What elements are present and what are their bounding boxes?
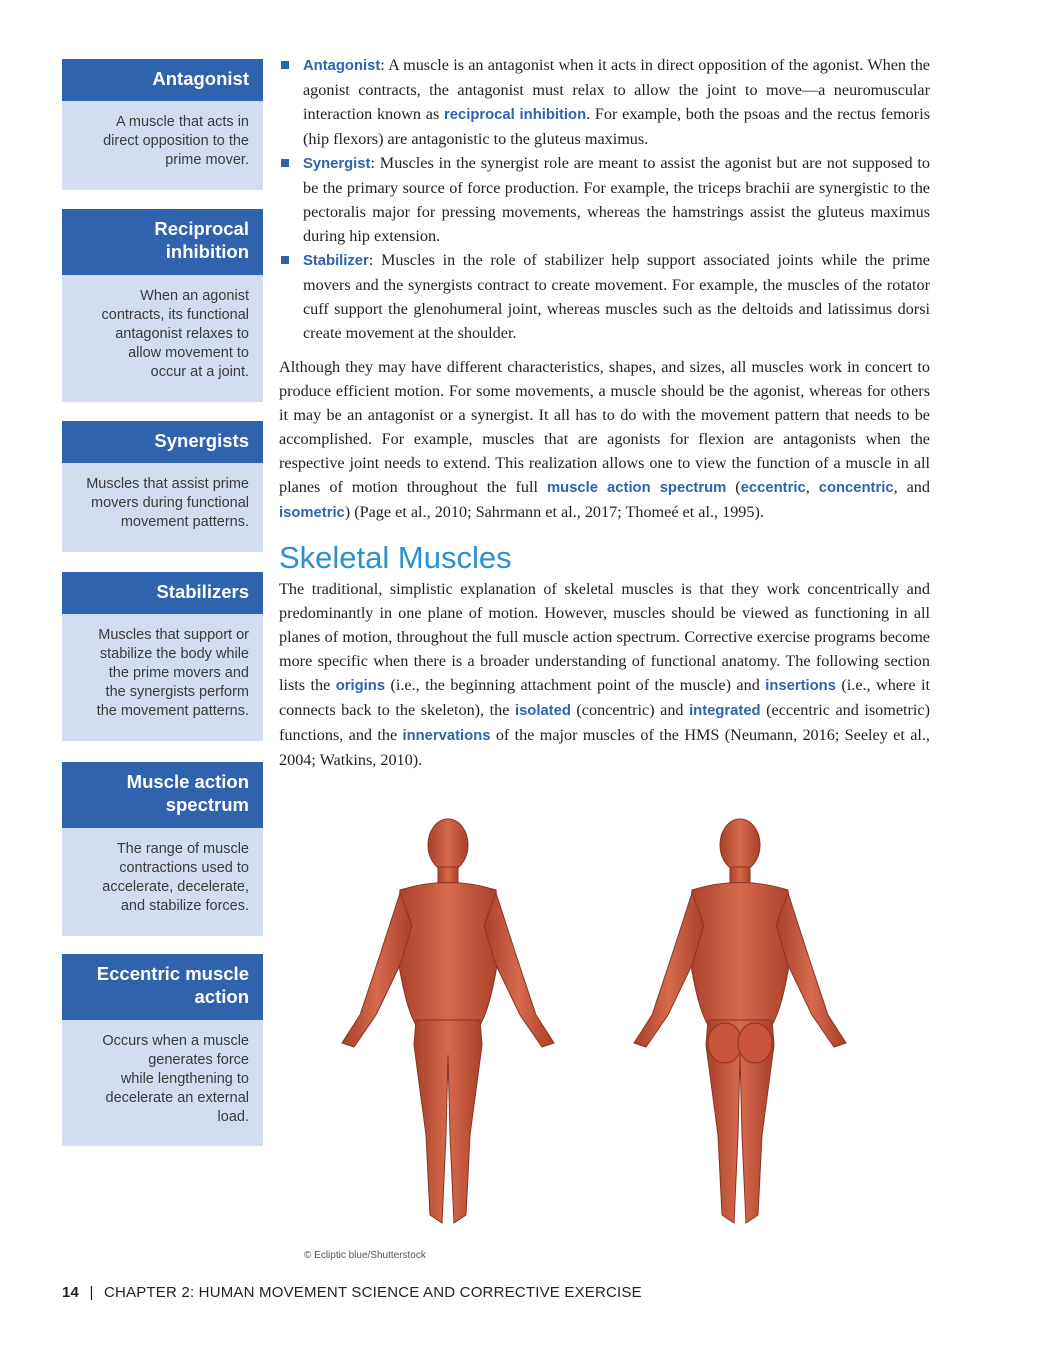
glossary-term — [62, 209, 263, 275]
definition-line: movers during functional — [91, 495, 249, 511]
definition-line: prime mover. — [165, 152, 249, 168]
key-term: Stabilizer — [303, 253, 369, 269]
glossary-box-antagonist — [62, 59, 263, 190]
definition-line: allow movement to — [128, 345, 249, 361]
definition-line: the prime movers and — [108, 665, 249, 681]
key-term: Antagonist — [303, 58, 381, 74]
definition-line: occur at a joint. — [150, 364, 249, 380]
glossary-definition — [62, 463, 263, 552]
muscle-anatomy-illustration — [320, 815, 950, 1250]
term-line: Reciprocal — [154, 218, 249, 239]
key-term: innervations — [402, 728, 491, 744]
glossary-box-synergists — [62, 421, 263, 552]
body-text: , — [805, 478, 819, 496]
definition-line: antagonist relaxes to — [115, 326, 249, 342]
glossary-term: Synergists — [62, 421, 263, 463]
front-body-figure — [342, 819, 554, 1223]
term-line: Muscle action — [126, 771, 249, 792]
definition-line: generates force — [148, 1052, 249, 1068]
list-item — [303, 151, 930, 248]
definition-line: A muscle that acts in — [116, 114, 249, 130]
glossary-term: Antagonist — [62, 59, 263, 101]
definition-line: contractions used to — [119, 860, 249, 876]
key-term: concentric — [818, 480, 894, 496]
body-text: Although they may have different characteristics, shapes, and sizes, all muscles work in concert to produce efficient motion. For some movements, a muscle should be the agonist, whereas for others it may be an antagonist or a synergist. It all has to do with the movement pattern that needs to be accomplished. For example, muscles that are agonists for flexion are antagonists when the respective joint needs to extend. This realization allows one to view the function of a muscle in all planes of motion throughout the full — [279, 358, 930, 496]
photo-credit: © Ecliptic blue/Shutterstock — [304, 1250, 426, 1261]
page-footer — [62, 1284, 642, 1301]
definition-line: load. — [217, 1109, 249, 1125]
glossary-term — [62, 762, 263, 828]
definition-line: movement patterns. — [120, 514, 249, 530]
key-term: Synergist — [303, 156, 371, 172]
body-text: , and — [893, 478, 930, 496]
main-content — [279, 53, 930, 772]
key-term: reciprocal inhibition — [444, 107, 587, 123]
definition-line: the synergists perform — [105, 684, 249, 700]
term-line: action — [194, 986, 249, 1007]
key-term: muscle action spectrum — [547, 480, 727, 496]
body-text: (eccentric and isometric) functions, and the — [279, 701, 931, 744]
body-text: (i.e., where it connects back to the skeleton), the — [279, 676, 930, 719]
square-bullet-icon — [281, 159, 289, 167]
definition-line: and stabilize forces. — [120, 898, 249, 914]
body-text: : A muscle is an antagonist when it acts in direct opposition of the agonist. When the agonist contracts, the antagonist must relax to allow the joint to move—a neuromuscular interaction known as — [303, 56, 930, 123]
body-text: ( — [726, 478, 741, 496]
definition-line: Muscles that support or — [98, 627, 249, 643]
body-text: (concentric) and — [570, 701, 690, 719]
square-bullet-icon — [281, 61, 289, 69]
bullet-list — [303, 53, 930, 345]
glossary-definition — [62, 101, 263, 190]
definition-line: Muscles that assist prime — [86, 476, 249, 492]
back-body-figure — [634, 819, 846, 1223]
definition-line: the movement patterns. — [96, 703, 249, 719]
body-text: of the major muscles of the HMS (Neumann, 2016; Seeley et al., 2004; Watkins, 2010). — [279, 726, 930, 769]
definition-line: accelerate, decelerate, — [102, 879, 249, 895]
key-term: isolated — [514, 703, 571, 719]
definition-line: while lengthening to — [120, 1071, 249, 1087]
glossary-definition — [62, 275, 263, 402]
key-term: integrated — [689, 703, 761, 719]
definition-line: The range of muscle — [116, 841, 249, 857]
paragraph — [279, 355, 930, 525]
definition-line: stabilize the body while — [99, 646, 249, 662]
body-text: (i.e., the beginning attachment point of the muscle) and — [385, 676, 766, 694]
page-number: 14 — [62, 1284, 80, 1301]
definition-line: contracts, its functional — [101, 307, 249, 323]
glossary-box-eccentric-muscle-action — [62, 954, 263, 1146]
square-bullet-icon — [281, 256, 289, 264]
glossary-box-stabilizers — [62, 572, 263, 741]
glossary-box-muscle-action-spectrum — [62, 762, 263, 936]
section-heading: Skeletal Muscles — [279, 540, 512, 575]
glossary-term — [62, 954, 263, 1020]
muscle-anatomy-figure — [320, 815, 950, 1250]
footer-separator: | — [89, 1284, 94, 1301]
glossary-box-reciprocal-inhibition — [62, 209, 263, 402]
body-text: : Muscles in the role of stabilizer help support associated joints while the prime movers and the synergists contract to create movement. For example, the muscles of the rotator cuff support the glenohumeral joint, whereas muscles such as the deltoids and latissimus dorsi create movement at the shoulder. — [303, 251, 930, 342]
definition-line: direct opposition to the — [103, 133, 249, 149]
body-text: : Muscles in the synergist role are meant to assist the agonist but are not supposed to be the primary source of force production. For example, the triceps brachii are synergistic to the pectoralis major for pressing movements, whereas the hamstrings assist the gluteus maximus during hip extension. — [303, 154, 930, 245]
glossary-term: Stabilizers — [62, 572, 263, 614]
definition-line: decelerate an external — [105, 1090, 249, 1106]
body-text: ) (Page et al., 2010; Sahrmann et al., 2017; Thomeé et al., 1995). — [344, 503, 764, 521]
definition-line: When an agonist — [140, 288, 249, 304]
key-term: origins — [335, 678, 386, 694]
definition-line: Occurs when a muscle — [102, 1033, 249, 1049]
list-item — [303, 53, 930, 151]
glossary-definition — [62, 614, 263, 741]
key-term: isometric — [279, 505, 345, 521]
list-item — [303, 248, 930, 345]
term-line: spectrum — [165, 794, 249, 815]
body-text: The traditional, simplistic explanation of skeletal muscles is that they work concentrically and predominantly in one plane of motion. However, muscles should be viewed as functioning in all planes of motion, throughout the full muscle action spectrum. Corrective exercise programs become more specific when there is a broader understanding of functional anatomy. The following section lists the — [279, 580, 930, 694]
paragraph — [279, 577, 930, 772]
body-text: . For example, both the psoas and the rectus femoris (hip flexors) are antagonistic to the gluteus maximus. — [303, 105, 930, 148]
term-line: inhibition — [165, 241, 249, 262]
glossary-definition — [62, 1020, 263, 1146]
glossary-definition — [62, 828, 263, 936]
chapter-title: CHAPTER 2: HUMAN MOVEMENT SCIENCE AND CORRECTIVE EXERCISE — [103, 1284, 642, 1301]
key-term: insertions — [765, 678, 836, 694]
term-line: Eccentric muscle — [96, 963, 249, 984]
key-term: eccentric — [740, 480, 806, 496]
